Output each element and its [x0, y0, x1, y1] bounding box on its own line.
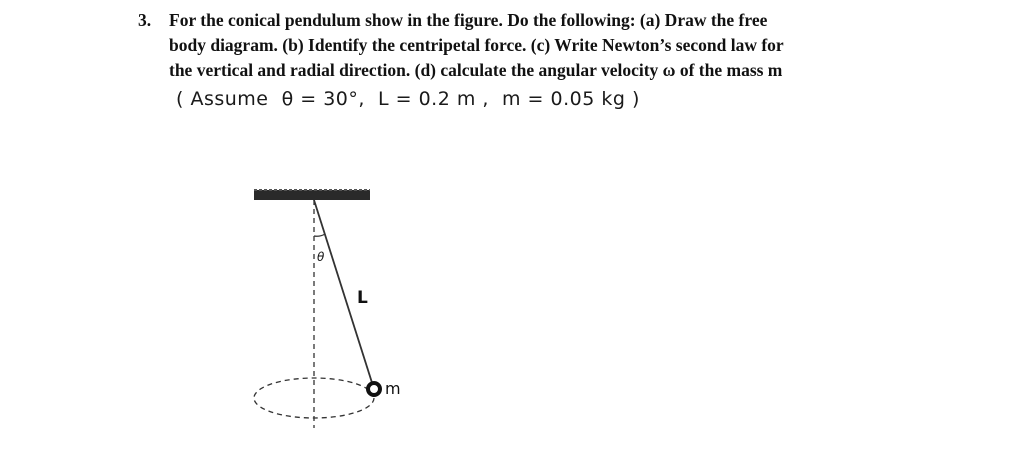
- pendulum-bob: [368, 383, 380, 395]
- conical-pendulum-figure: [240, 180, 440, 440]
- mass-label: m: [385, 379, 401, 398]
- question-number: 3.: [138, 10, 152, 30]
- ceiling-support: [254, 190, 370, 200]
- question-text: [169, 8, 784, 83]
- length-label: L: [357, 288, 368, 308]
- question-line-1: For the conical pendulum show in the figure. Do the following: (a) Draw the free: [169, 10, 768, 30]
- question-line-2: body diagram. (b) Identify the centripetal force. (c) Write Newton’s second law for: [169, 35, 784, 55]
- angle-arc: [314, 234, 325, 236]
- angle-label: θ: [317, 250, 325, 264]
- handwritten-assumption: ( Assume θ = 30°, L = 0.2 m , m = 0.05 kg ): [176, 88, 640, 110]
- question-line-3: the vertical and radial direction. (d) calculate the angular velocity ω of the mass m: [169, 60, 783, 80]
